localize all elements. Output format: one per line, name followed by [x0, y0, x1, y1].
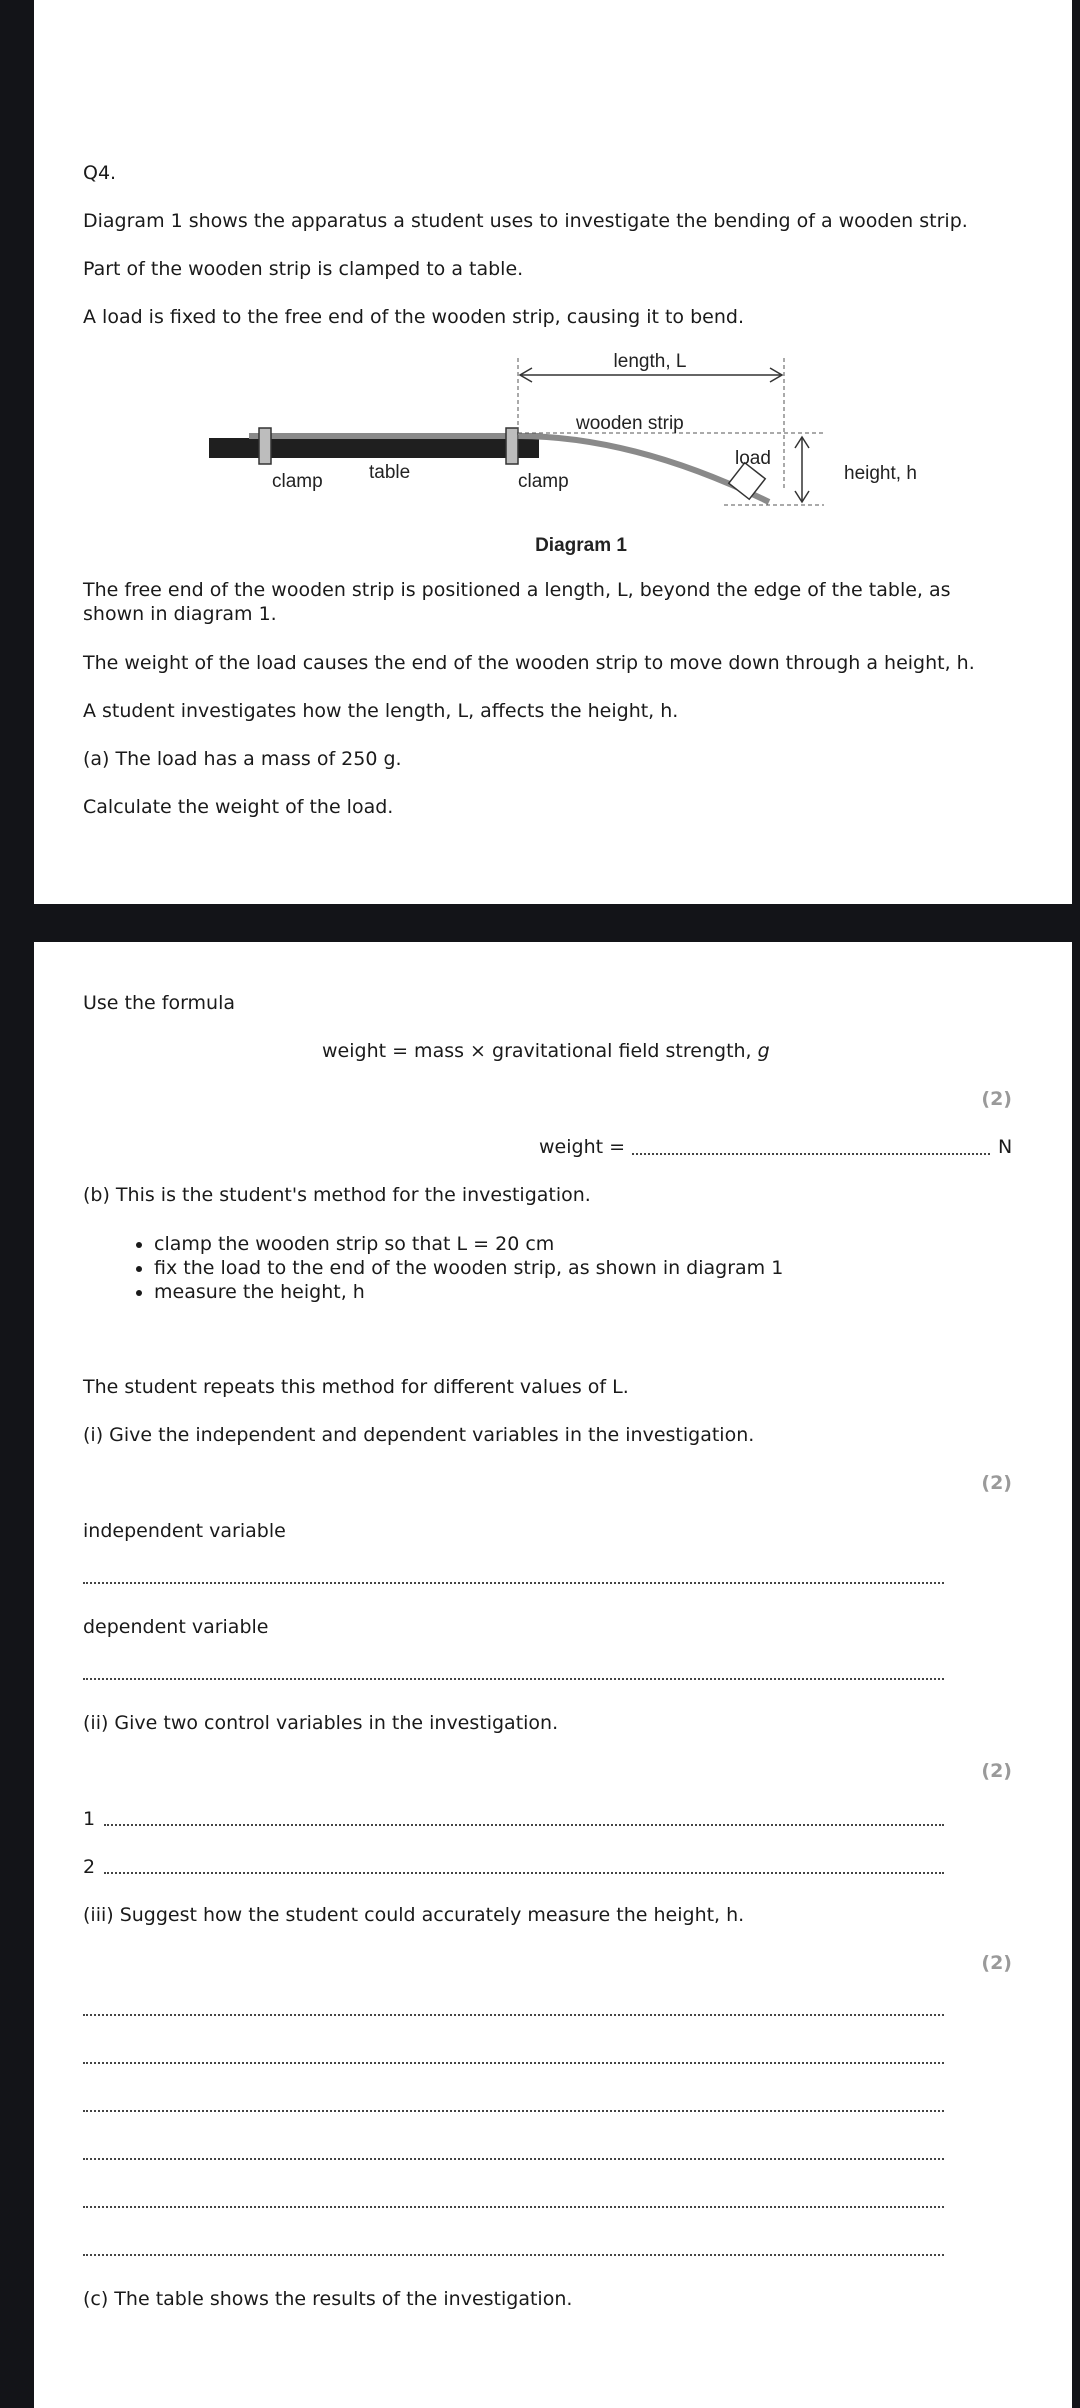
wooden-strip-label: wooden strip	[576, 413, 684, 434]
method-step-1: • clamp the wooden strip so that L = 20 cm	[154, 1232, 783, 1256]
para-2: The weight of the load causes the end of the wooden strip to move down through a height, h.	[83, 652, 975, 674]
answer-line-4[interactable]	[83, 2158, 944, 2160]
intro-text-3: A load is fixed to the free end of the wooden strip, causing it to bend.	[83, 306, 744, 328]
intro-text-1: Diagram 1 shows the apparatus a student uses to investigate the bending of a wooden strip.	[83, 210, 968, 232]
load-label: load	[735, 448, 771, 469]
answer-line-5[interactable]	[83, 2206, 944, 2208]
method-step-3: • measure the height, h	[154, 1280, 783, 1304]
part-b-text: (b) This is the student's method for the investigation.	[83, 1184, 591, 1206]
question-page-1	[34, 0, 1072, 904]
table-label: table	[369, 462, 411, 483]
wooden-strip-flat	[249, 433, 539, 439]
use-formula-text: Use the formula	[83, 992, 236, 1014]
method-step-2: • fix the load to the end of the wooden strip, as shown in diagram 1	[154, 1256, 783, 1280]
para-1a: The free end of the wooden strip is positioned a length, L, beyond the edge of the table, as	[83, 579, 951, 601]
marks-part-b-ii: (2)	[981, 1760, 1012, 1782]
method-list	[124, 1232, 783, 1304]
clamp-right-shape	[506, 428, 518, 464]
part-a-task: Calculate the weight of the load.	[83, 796, 394, 818]
marks-part-b-i: (2)	[981, 1472, 1012, 1494]
para-1b: shown in diagram 1.	[83, 603, 277, 625]
control-variable-2-line[interactable]	[104, 1872, 944, 1874]
part-b-iii-text: (iii) Suggest how the student could accurately measure the height, h.	[83, 1904, 745, 1926]
apparatus-diagram	[34, 340, 1072, 570]
answer-line-1[interactable]	[83, 2014, 944, 2016]
repeat-text: The student repeats this method for different values of L.	[83, 1376, 629, 1398]
part-b-i-text: (i) Give the independent and dependent variables in the investigation.	[83, 1424, 755, 1446]
answer-line-6[interactable]	[83, 2254, 944, 2256]
part-b-ii-text: (ii) Give two control variables in the investigation.	[83, 1712, 559, 1734]
wooden-strip-bent	[518, 436, 769, 502]
formula-text: weight = mass × gravitational field strength, g	[322, 1040, 770, 1062]
part-a-text: (a) The load has a mass of 250 g.	[83, 748, 402, 770]
answer-line-3[interactable]	[83, 2110, 944, 2112]
weight-answer-label: weight =	[539, 1136, 626, 1158]
independent-answer-line[interactable]	[83, 1582, 944, 1584]
marks-part-a: (2)	[981, 1088, 1012, 1110]
part-c-text: (c) The table shows the results of the investigation.	[83, 2288, 573, 2310]
marks-part-b-iii: (2)	[981, 1952, 1012, 1974]
question-number: Q4.	[83, 162, 117, 184]
weight-answer-line[interactable]	[632, 1153, 990, 1155]
dependent-variable-label: dependent variable	[83, 1616, 269, 1638]
weight-unit: N	[998, 1136, 1013, 1158]
clamp-left-label: clamp	[272, 471, 323, 492]
dependent-answer-line[interactable]	[83, 1678, 944, 1680]
control-variable-2-label: 2	[83, 1856, 96, 1878]
length-label: length, L	[613, 351, 687, 372]
clamp-left-shape	[259, 428, 271, 464]
intro-text-2: Part of the wooden strip is clamped to a table.	[83, 258, 524, 280]
question-page-2	[34, 942, 1072, 2408]
answer-line-2[interactable]	[83, 2062, 944, 2064]
height-label: height, h	[844, 463, 917, 484]
para-3: A student investigates how the length, L, affects the height, h.	[83, 700, 679, 722]
independent-variable-label: independent variable	[83, 1520, 286, 1542]
clamp-right-label: clamp	[518, 471, 569, 492]
diagram-caption: Diagram 1	[535, 535, 627, 556]
control-variable-1-label: 1	[83, 1808, 96, 1830]
control-variable-1-line[interactable]	[104, 1824, 944, 1826]
